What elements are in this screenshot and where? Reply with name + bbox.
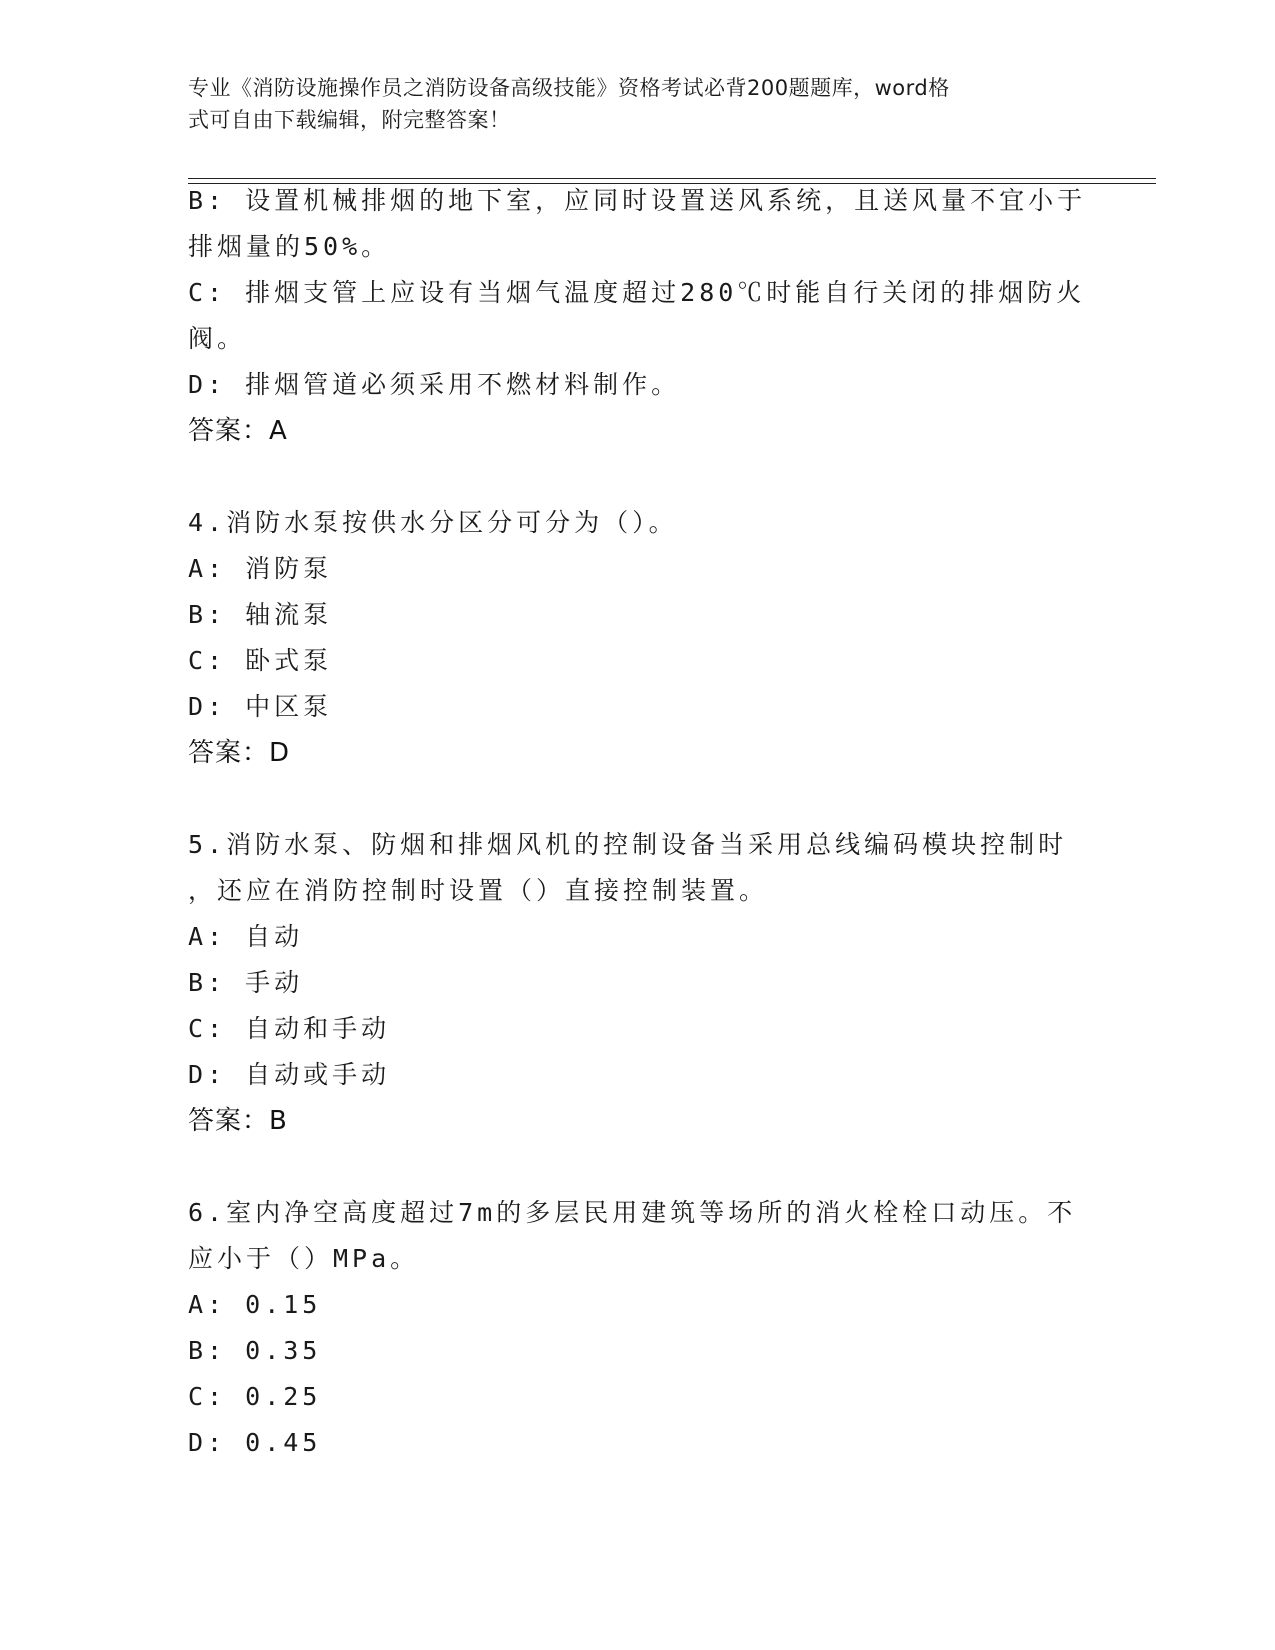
q5-answer: 答案：B [188,1106,288,1136]
q4-option-c: C: 卧式泵 [188,646,333,675]
q6-option-d: D: 0.45 [188,1428,322,1457]
q4-stem: 4.消防水泵按供水分区分可分为（）。 [188,508,678,537]
q6-option-c: C: 0.25 [188,1382,322,1411]
q3-option-c-line-2: 阀。 [188,324,247,353]
spacer [188,1144,1088,1190]
q5-option-c: C: 自动和手动 [188,1014,391,1043]
q5-option-d: D: 自动或手动 [188,1060,391,1089]
q3-option-b-line-1: B: 设置机械排烟的地下室，应同时设置送风系统，且送风量不宜小于 [188,186,1087,215]
q3-answer: 答案：A [188,416,288,446]
q4-option-b: B: 轴流泵 [188,600,333,629]
header-line-2: 式可自由下载编辑，附完整答案！ [188,108,511,132]
q5-stem-line-2: ，还应在消防控制时设置（）直接控制装置。 [188,876,769,905]
q3-option-d: D: 排烟管道必须采用不燃材料制作。 [188,370,681,399]
q6-option-b: B: 0.35 [188,1336,322,1365]
q5-option-a: A: 自动 [188,922,304,951]
header-line-1: 专业《消防设施操作员之消防设备高级技能》资格考试必背200题题库，word格 [188,76,950,100]
q5-stem-line-1: 5.消防水泵、防烟和排烟风机的控制设备当采用总线编码模块控制时 [188,830,1068,859]
spacer [188,776,1088,822]
q6-option-a: A: 0.15 [188,1290,322,1319]
q4-answer: 答案：D [188,738,291,768]
q3-option-c-line-1: C: 排烟支管上应设有当烟气温度超过280℃时能自行关闭的排烟防火 [188,278,1086,307]
q3-option-b-line-2: 排烟量的50%。 [188,232,391,261]
document-header [188,72,1068,136]
q4-option-a: A: 消防泵 [188,554,333,583]
spacer [188,454,1088,500]
q6-stem-line-2: 应小于（）MPa。 [188,1244,420,1273]
question-content [188,178,1088,1466]
q5-option-b: B: 手动 [188,968,304,997]
q6-stem-line-1: 6.室内净空高度超过7m的多层民用建筑等场所的消火栓栓口动压。不 [188,1198,1077,1227]
q4-option-d: D: 中区泵 [188,692,333,721]
